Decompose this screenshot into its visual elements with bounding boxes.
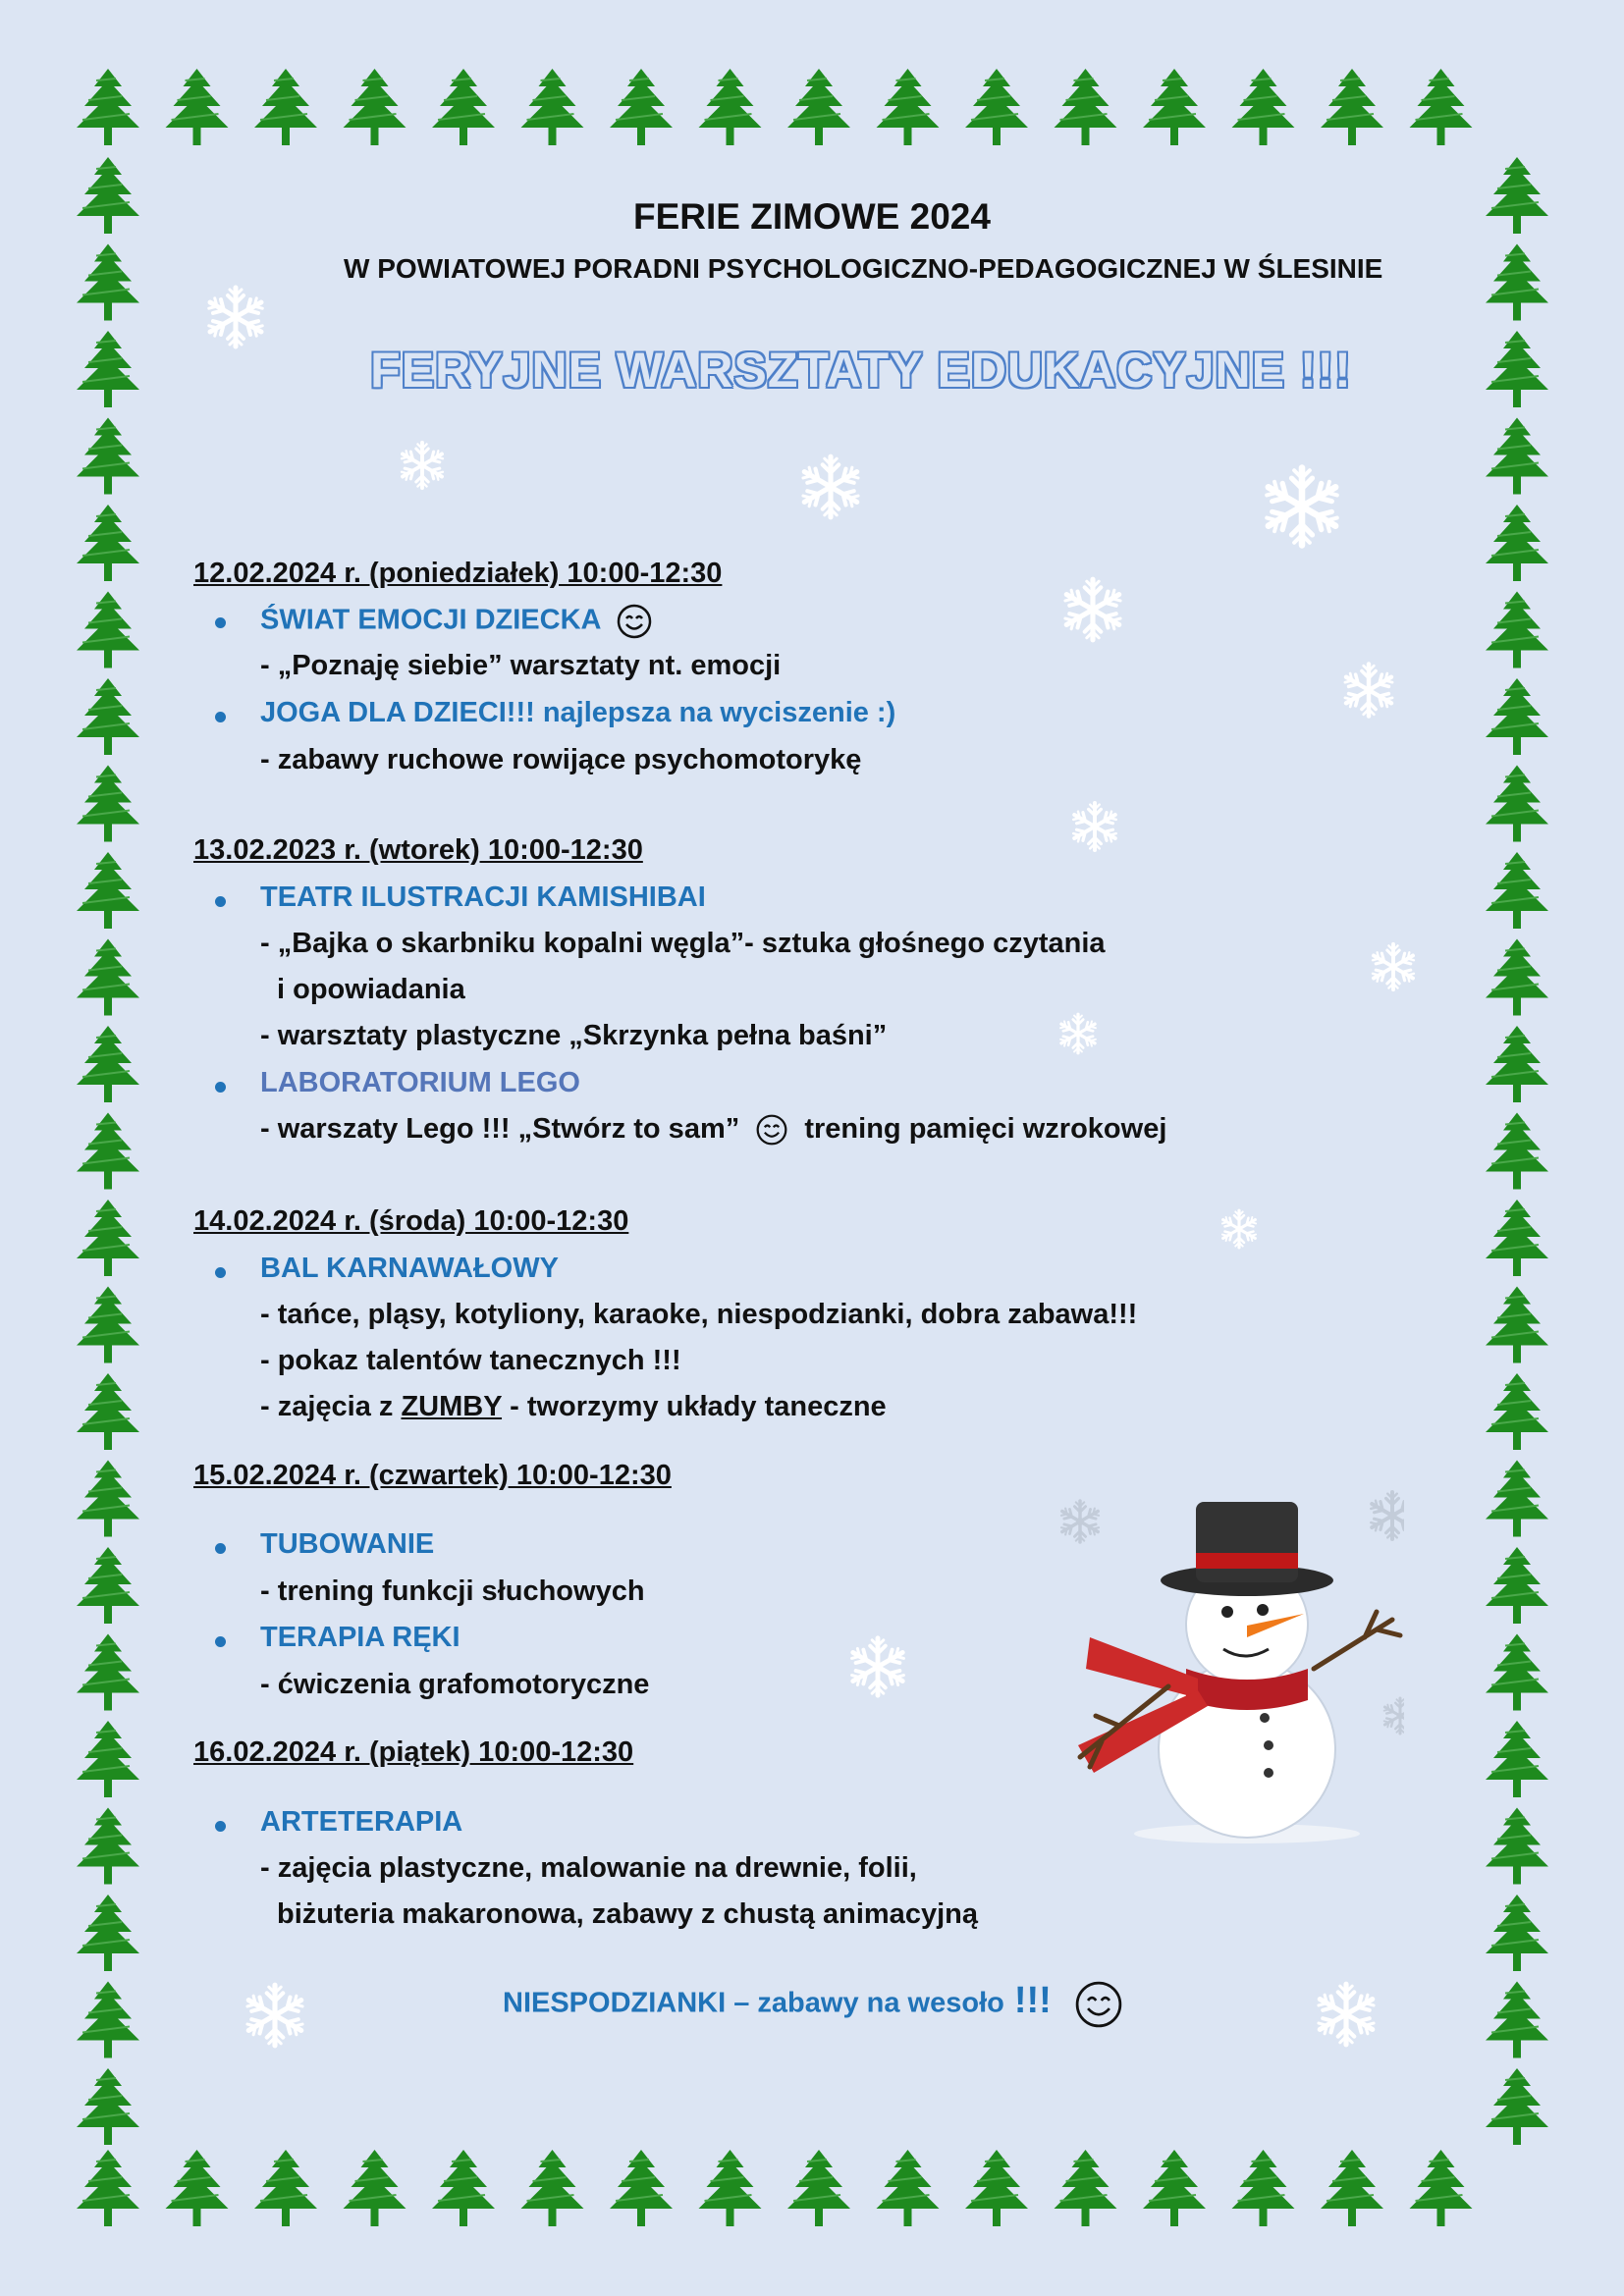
activity-title: TEATR ILUSTRACJI KAMISHIBAI xyxy=(260,881,706,913)
tree-icon xyxy=(521,2150,584,2226)
smiley-icon xyxy=(616,603,653,640)
tree-icon xyxy=(1486,1547,1548,1624)
tree-icon xyxy=(1486,1808,1548,1885)
tree-icon xyxy=(1410,2150,1473,2226)
tree-icon xyxy=(1486,418,1548,495)
tree-icon xyxy=(1486,1113,1548,1190)
tree-icon xyxy=(77,592,139,668)
tree-icon xyxy=(1321,2150,1383,2226)
activity-title: TERAPIA RĘKI xyxy=(260,1622,460,1653)
tree-icon xyxy=(1486,1634,1548,1711)
tree-icon xyxy=(1486,505,1548,581)
tree-icon xyxy=(77,1461,139,1537)
activity-detail: - „Poznaję siebie” warsztaty nt. emocji xyxy=(260,650,782,681)
tree-icon xyxy=(1055,2150,1117,2226)
activity-detail: - zabawy ruchowe rowijące psychomotorykę xyxy=(260,744,862,775)
activity-detail: - zajęcia z ZUMBY - tworzymy układy taneczne xyxy=(260,1391,887,1422)
tree-icon xyxy=(610,69,673,145)
snowflake-icon xyxy=(1367,940,1420,993)
tree-icon xyxy=(1410,69,1473,145)
tree-icon xyxy=(77,1200,139,1276)
tree-icon xyxy=(699,69,762,145)
smiley-icon xyxy=(1073,1979,1124,2030)
tree-icon xyxy=(77,1113,139,1190)
tree-icon xyxy=(77,1895,139,1971)
tree-icon xyxy=(1486,1982,1548,2058)
tree-icon xyxy=(1321,69,1383,145)
zumba-link-text: ZUMBY xyxy=(401,1391,503,1422)
snowflake-icon xyxy=(844,1633,911,1700)
activity-detail: - pokaz talentów tanecznych !!! xyxy=(260,1345,681,1376)
tree-icon xyxy=(77,505,139,581)
snowflake-icon xyxy=(1067,799,1122,854)
tree-icon xyxy=(77,418,139,495)
page-subtitle: W POWIATOWEJ PORADNI PSYCHOLOGICZNO-PEDAGOGICZNEJ W ŚLESINIE xyxy=(344,253,1383,284)
tree-icon xyxy=(1486,244,1548,321)
tree-icon xyxy=(77,939,139,1016)
smiley-icon xyxy=(755,1113,788,1147)
tree-icon xyxy=(1486,1721,1548,1797)
day-date: 12.02.2024 r. (poniedziałek) 10:00-12:30 xyxy=(193,558,723,589)
banner-heading: FERYJNE WARSZTATY EDUKACYJNE !!! xyxy=(370,343,1352,398)
tree-icon xyxy=(521,69,584,145)
snowflake-icon xyxy=(1218,1207,1261,1251)
tree-icon xyxy=(254,69,317,145)
tree-icon xyxy=(1143,69,1206,145)
snowflake-icon xyxy=(1338,660,1399,721)
activity-title: TUBOWANIE xyxy=(260,1528,435,1560)
activity-title: BAL KARNAWAŁOWY xyxy=(260,1253,559,1284)
activity-detail: - ćwiczenia grafomotoryczne xyxy=(260,1669,650,1700)
tree-icon xyxy=(77,2150,139,2226)
tree-icon xyxy=(1232,2150,1295,2226)
tree-icon xyxy=(1486,1287,1548,1363)
tree-icon xyxy=(787,69,850,145)
tree-icon xyxy=(166,69,229,145)
tree-icon xyxy=(344,69,406,145)
tree-icon xyxy=(1486,1026,1548,1102)
tree-icon xyxy=(432,2150,495,2226)
snowflake-icon xyxy=(795,452,866,522)
tree-icon xyxy=(77,766,139,842)
day-date: 14.02.2024 r. (środa) 10:00-12:30 xyxy=(193,1205,629,1237)
tree-icon xyxy=(77,1373,139,1450)
activity-title: ARTETERAPIA xyxy=(260,1806,463,1838)
tree-icon xyxy=(787,2150,850,2226)
activity-detail: - zajęcia plastyczne, malowanie na drewnie, folii, xyxy=(260,1852,917,1884)
tree-icon xyxy=(77,1982,139,2058)
tree-icon xyxy=(877,69,940,145)
snowflake-icon xyxy=(1311,1979,1381,2050)
activity-title: ŚWIAT EMOCJI DZIECKA xyxy=(260,603,653,640)
tree-icon xyxy=(1232,69,1295,145)
tree-icon xyxy=(254,2150,317,2226)
snowflake-icon xyxy=(396,439,449,492)
activity-detail: - tańce, pląsy, kotyliony, karaoke, niespodzianki, dobra zabawa!!! xyxy=(260,1299,1138,1330)
tree-icon xyxy=(77,244,139,321)
tree-icon xyxy=(1486,766,1548,842)
tree-icon xyxy=(699,2150,762,2226)
day-date: 16.02.2024 r. (piątek) 10:00-12:30 xyxy=(193,1736,634,1768)
snowman-illustration xyxy=(1051,1433,1404,1845)
tree-icon xyxy=(77,678,139,755)
tree-icon xyxy=(77,1547,139,1624)
snowflake-icon xyxy=(1056,1011,1101,1056)
tree-icon xyxy=(1486,852,1548,929)
tree-icon xyxy=(1143,2150,1206,2226)
tree-icon xyxy=(166,2150,229,2226)
tree-icon xyxy=(77,1721,139,1797)
snowflake-icon xyxy=(1257,461,1347,552)
tree-icon xyxy=(1055,69,1117,145)
day-date: 15.02.2024 r. (czwartek) 10:00-12:30 xyxy=(193,1460,672,1491)
activity-title: JOGA DLA DZIECI!!! najlepsza na wyciszenie :) xyxy=(260,697,896,728)
tree-icon xyxy=(1486,2068,1548,2145)
tree-icon xyxy=(77,1808,139,1885)
tree-icon xyxy=(1486,592,1548,668)
tree-icon xyxy=(77,1634,139,1711)
activity-title: LABORATORIUM LEGO xyxy=(260,1067,580,1098)
tree-icon xyxy=(344,2150,406,2226)
tree-icon xyxy=(965,2150,1028,2226)
tree-icon xyxy=(1486,1895,1548,1971)
tree-icon xyxy=(877,2150,940,2226)
tree-icon xyxy=(77,2068,139,2145)
closing-line: NIESPODZIANKI – zabawy na wesoło !!! xyxy=(503,1979,1124,2030)
tree-icon xyxy=(1486,1461,1548,1537)
tree-icon xyxy=(1486,678,1548,755)
tree-icon xyxy=(77,69,139,145)
snowflake-icon xyxy=(1057,574,1128,645)
tree-icon xyxy=(77,1287,139,1363)
tree-icon xyxy=(1486,939,1548,1016)
page-title: FERIE ZIMOWE 2024 xyxy=(633,196,991,237)
activity-detail: - trening funkcji słuchowych xyxy=(260,1575,645,1607)
activity-detail: - warsztaty plastyczne „Skrzynka pełna baśni” xyxy=(260,1020,888,1051)
tree-icon xyxy=(432,69,495,145)
tree-icon xyxy=(610,2150,673,2226)
activity-detail: - „Bajka o skarbniku kopalni węgla”- sztuka głośnego czytania xyxy=(260,928,1106,959)
tree-icon xyxy=(1486,1373,1548,1450)
tree-icon xyxy=(77,1026,139,1102)
tree-icon xyxy=(965,69,1028,145)
activity-detail: i opowiadania xyxy=(277,974,465,1005)
snowflake-icon xyxy=(240,1980,310,2051)
activity-detail: - warszaty Lego !!! „Stwórz to sam” trening pamięci wzrokowej xyxy=(260,1113,1166,1147)
tree-icon xyxy=(1486,1200,1548,1276)
tree-icon xyxy=(77,852,139,929)
activity-detail: biżuteria makaronowa, zabawy z chustą animacyjną xyxy=(277,1898,978,1930)
day-date: 13.02.2023 r. (wtorek) 10:00-12:30 xyxy=(193,834,643,866)
